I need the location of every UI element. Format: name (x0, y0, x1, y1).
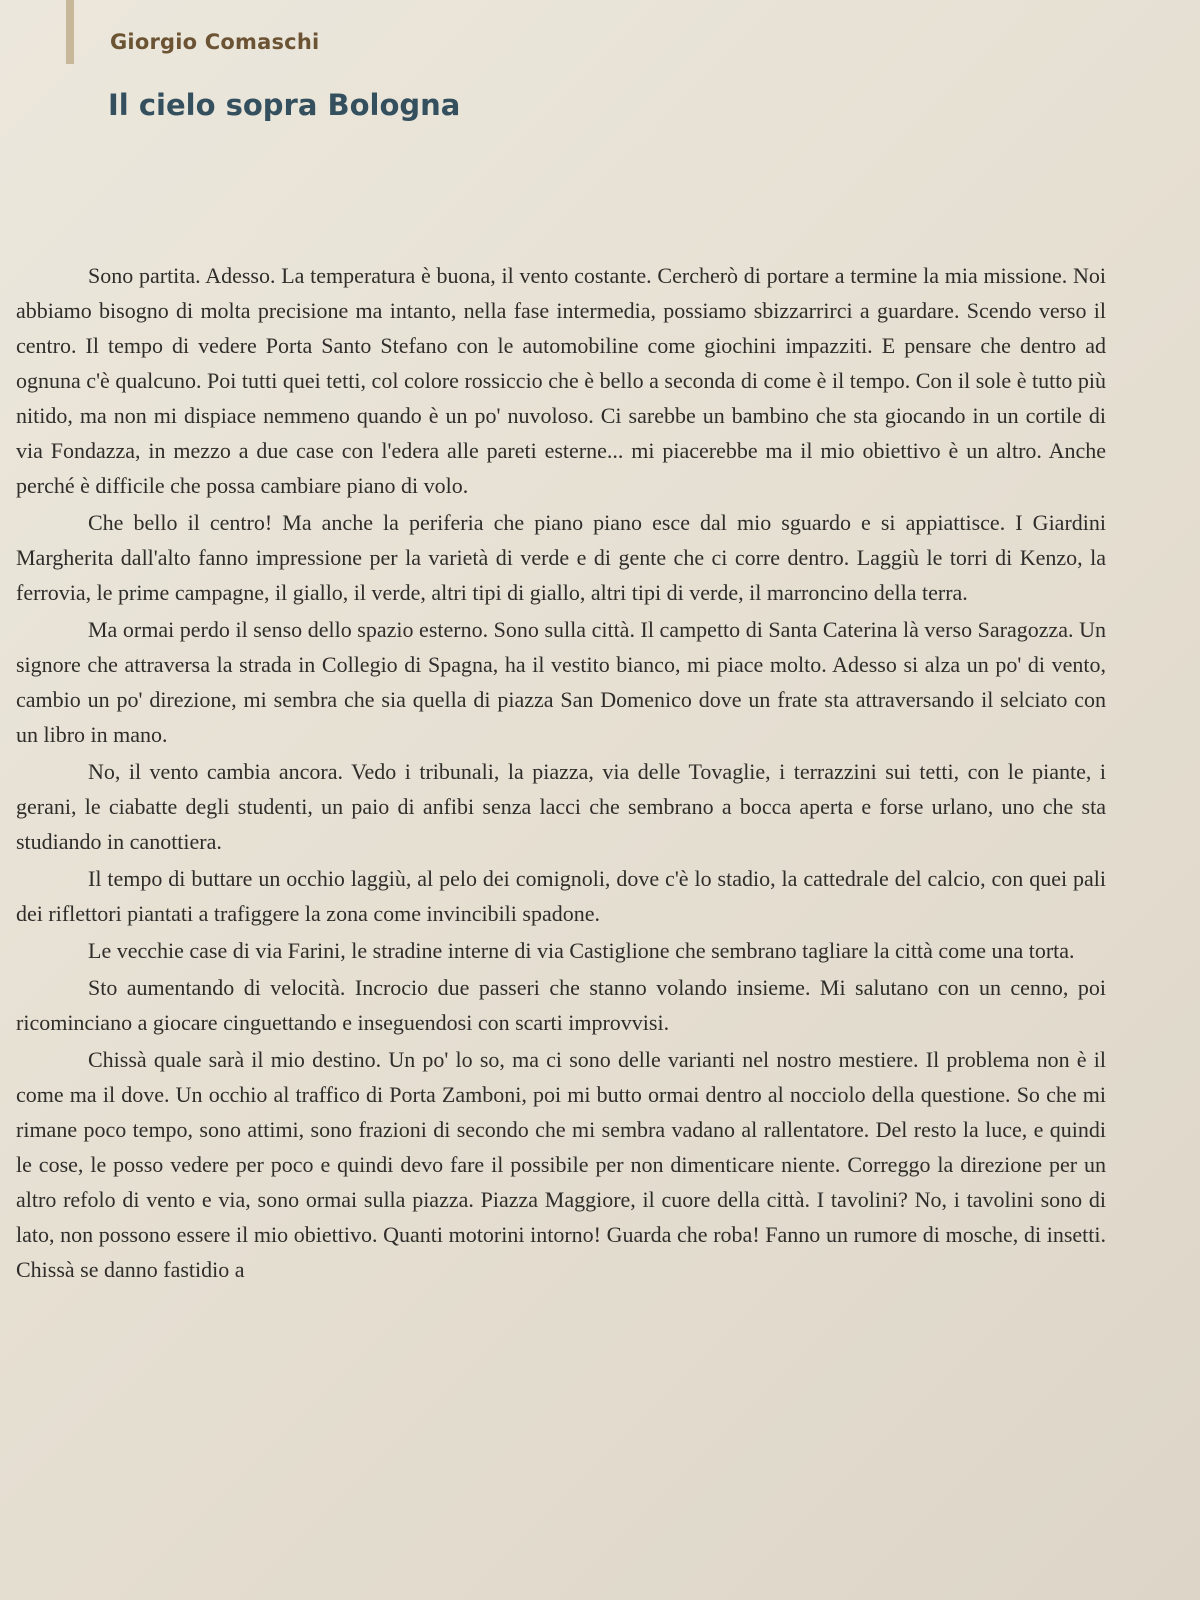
paragraph: Sono partita. Adesso. La temperatura è buona, il vento costante. Cercherò di portare a termine la mia missione. Noi abbiamo bisogno di molta precisione ma intanto, nella fase intermedia, possiamo sbizzarrirci a guardare. Scendo verso il centro. Il tempo di vedere Porta Santo Stefano con le automobiline come giochini impazziti. E pensare che dentro ad ognuna c'è qualcuno. Poi tutti quei tetti, col colore rossiccio che è bello a seconda di come è il tempo. Con il sole è tutto più nitido, ma non mi dispiace nemmeno quando è un po' nuvoloso. Ci sarebbe un bambino che sta giocando in un cortile di via Fondazza, in mezzo a due case con l'edera alle pareti esterne... mi piacerebbe ma il mio obiettivo è un altro. Anche perché è difficile che possa cambiare piano di volo. (16, 263, 1106, 498)
paragraph: Ma ormai perdo il senso dello spazio esterno. Sono sulla città. Il campetto di Santa Caterina là verso Saragozza. Un signore che attraversa la strada in Collegio di Spagna, ha il vestito bianco, mi piace molto. Adesso si alza un po' di vento, cambio un po' direzione, mi sembra che sia quella di piazza San Domenico dove un frate sta attraversando il selciato con un libro in mano. (16, 617, 1106, 747)
chapter-title: Il cielo sopra Bologna (108, 88, 461, 122)
paragraph: Sto aumentando di velocità. Incrocio due passeri che stanno volando insieme. Mi salutano con un cenno, poi ricominciano a giocare cinguettando e inseguendosi con scarti improvvisi. (16, 975, 1106, 1035)
author-name: Giorgio Comaschi (110, 30, 320, 54)
header-accent-bar (66, 0, 74, 64)
paragraph: Che bello il centro! Ma anche la periferia che piano piano esce dal mio sguardo e si appiattisce. I Giardini Margherita dall'alto fanno impressione per la varietà di verde e di gente che ci corre dentro. Laggiù le torri di Kenzo, la ferrovia, le prime campagne, il giallo, il verde, altri tipi di giallo, altri tipi di verde, il marroncino della terra. (16, 510, 1106, 605)
body-text (16, 258, 1106, 1289)
paragraph: Le vecchie case di via Farini, le stradine interne di via Castiglione che sembrano tagliare la città come una torta. (88, 938, 1075, 963)
paragraph: No, il vento cambia ancora. Vedo i tribunali, la piazza, via delle Tovaglie, i terrazzini sui tetti, con le piante, i gerani, le ciabatte degli studenti, un paio di anfibi senza lacci che sembrano a bocca aperta e forse urlano, uno che sta studiando in canottiera. (16, 759, 1106, 854)
paragraph: Il tempo di buttare un occhio laggiù, al pelo dei comignoli, dove c'è lo stadio, la cattedrale del calcio, con quei pali dei riflettori piantati a trafiggere la zona come invincibili spadone. (16, 866, 1106, 926)
paragraph: Chissà quale sarà il mio destino. Un po' lo so, ma ci sono delle varianti nel nostro mestiere. Il problema non è il come ma il dove. Un occhio al traffico di Porta Zamboni, poi mi butto ormai dentro al nocciolo della questione. So che mi rimane poco tempo, sono attimi, sono frazioni di secondo che mi sembra vadano al rallentatore. Del resto la luce, e quindi le cose, le posso vedere per poco e quindi devo fare il possibile per non dimenticare niente. Correggo la direzione per un altro refolo di vento e via, sono ormai sulla piazza. Piazza Maggiore, il cuore della città. I tavolini? No, i tavolini sono di lato, non possono essere il mio obiettivo. Quanti motorini intorno! Guarda che roba! Fanno un rumore di mosche, di insetti. Chissà se danno fastidio a (16, 1047, 1106, 1282)
